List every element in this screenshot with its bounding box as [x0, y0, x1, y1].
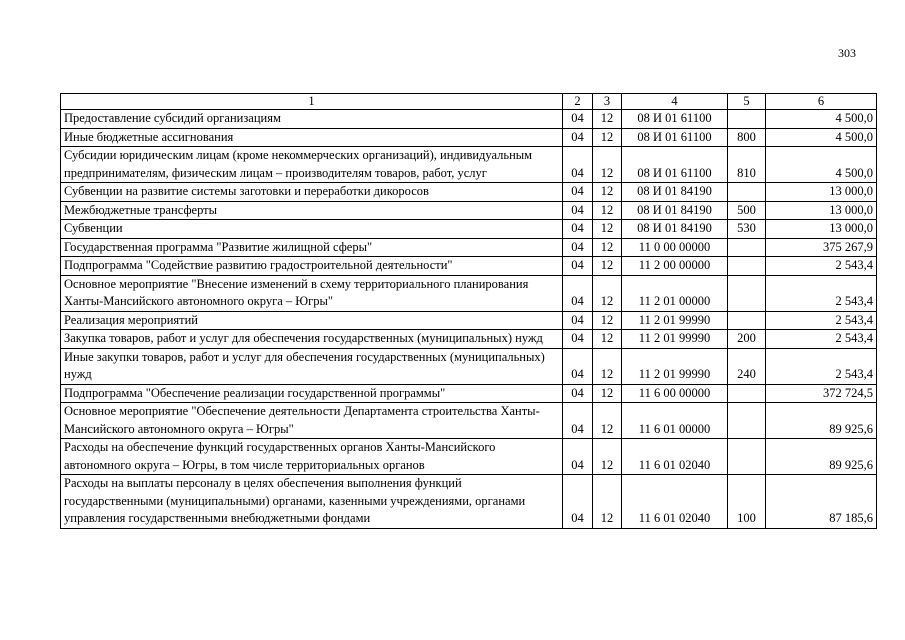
row-subsection: 12 — [593, 110, 622, 129]
row-section: 04 — [563, 475, 593, 529]
row-name: Предоставление субсидий организациям — [61, 110, 563, 129]
row-expense-type — [728, 384, 766, 403]
table-row — [61, 311, 877, 330]
row-amount: 372 724,5 — [766, 384, 877, 403]
row-expense-type — [728, 311, 766, 330]
row-amount: 2 543,4 — [766, 275, 877, 311]
header-cell-2: 2 — [563, 94, 593, 110]
row-amount: 89 925,6 — [766, 439, 877, 475]
row-name: Межбюджетные трансферты — [61, 201, 563, 220]
row-name: Государственная программа "Развитие жилищной сферы" — [61, 238, 563, 257]
row-target-code: 08 И 01 84190 — [622, 201, 728, 220]
row-section: 04 — [563, 311, 593, 330]
table-row — [61, 348, 877, 384]
table-row — [61, 183, 877, 202]
table-row — [61, 439, 877, 475]
row-name: Реализация мероприятий — [61, 311, 563, 330]
row-expense-type: 530 — [728, 220, 766, 239]
row-target-code: 11 2 00 00000 — [622, 257, 728, 276]
table-row — [61, 384, 877, 403]
row-target-code: 08 И 01 61100 — [622, 110, 728, 129]
header-cell-4: 4 — [622, 94, 728, 110]
row-amount: 89 925,6 — [766, 403, 877, 439]
row-subsection: 12 — [593, 257, 622, 276]
budget-table — [60, 93, 877, 529]
row-subsection: 12 — [593, 384, 622, 403]
row-subsection: 12 — [593, 128, 622, 147]
row-subsection: 12 — [593, 311, 622, 330]
row-name: Расходы на выплаты персоналу в целях обеспечения выполнения функций государственными (муниципальными) органами, казенными учреждениями, органами управления государственными внебюджетными фондами — [61, 475, 563, 529]
row-subsection: 12 — [593, 475, 622, 529]
row-name: Основное мероприятие "Обеспечение деятельности Департамента строительства Ханты-Мансийского автономного округа – Югры" — [61, 403, 563, 439]
row-target-code: 11 6 00 00000 — [622, 384, 728, 403]
row-amount: 13 000,0 — [766, 183, 877, 202]
row-target-code: 11 6 01 02040 — [622, 439, 728, 475]
table-header-row — [61, 94, 877, 110]
row-amount: 375 267,9 — [766, 238, 877, 257]
row-name: Субсидии юридическим лицам (кроме некоммерческих организаций), индивидуальным предпринимателям, физическим лицам – производителям товаров, работ, услуг — [61, 147, 563, 183]
row-section: 04 — [563, 110, 593, 129]
row-subsection: 12 — [593, 147, 622, 183]
row-amount: 2 543,4 — [766, 348, 877, 384]
row-section: 04 — [563, 183, 593, 202]
table-row — [61, 201, 877, 220]
row-name: Закупка товаров, работ и услуг для обеспечения государственных (муниципальных) нужд — [61, 330, 563, 349]
row-target-code: 08 И 01 61100 — [622, 147, 728, 183]
row-section: 04 — [563, 238, 593, 257]
row-subsection: 12 — [593, 238, 622, 257]
row-target-code: 11 2 01 99990 — [622, 348, 728, 384]
row-subsection: 12 — [593, 220, 622, 239]
row-amount: 2 543,4 — [766, 311, 877, 330]
row-subsection: 12 — [593, 201, 622, 220]
row-expense-type — [728, 257, 766, 276]
row-target-code: 11 6 01 00000 — [622, 403, 728, 439]
row-section: 04 — [563, 220, 593, 239]
row-amount: 13 000,0 — [766, 220, 877, 239]
row-target-code: 11 6 01 02040 — [622, 475, 728, 529]
row-name: Иные бюджетные ассигнования — [61, 128, 563, 147]
row-expense-type: 500 — [728, 201, 766, 220]
header-cell-3: 3 — [593, 94, 622, 110]
table-row — [61, 238, 877, 257]
row-name: Подпрограмма "Обеспечение реализации государственной программы" — [61, 384, 563, 403]
row-section: 04 — [563, 330, 593, 349]
row-expense-type: 200 — [728, 330, 766, 349]
row-subsection: 12 — [593, 403, 622, 439]
row-section: 04 — [563, 348, 593, 384]
row-section: 04 — [563, 439, 593, 475]
row-name: Иные закупки товаров, работ и услуг для обеспечения государственных (муниципальных) нужд — [61, 348, 563, 384]
row-section: 04 — [563, 147, 593, 183]
table-row — [61, 330, 877, 349]
row-section: 04 — [563, 403, 593, 439]
row-amount: 2 543,4 — [766, 330, 877, 349]
row-expense-type: 800 — [728, 128, 766, 147]
row-section: 04 — [563, 201, 593, 220]
row-target-code: 11 2 01 99990 — [622, 311, 728, 330]
row-subsection: 12 — [593, 348, 622, 384]
row-section: 04 — [563, 384, 593, 403]
table-row — [61, 110, 877, 129]
row-expense-type: 810 — [728, 147, 766, 183]
table-row — [61, 475, 877, 529]
row-amount: 87 185,6 — [766, 475, 877, 529]
row-section: 04 — [563, 128, 593, 147]
row-expense-type — [728, 275, 766, 311]
row-name: Основное мероприятие "Внесение изменений в схему территориального планирования Ханты-Мансийского автономного округа – Югры" — [61, 275, 563, 311]
page-number: 303 — [838, 46, 856, 60]
table-row — [61, 147, 877, 183]
row-name: Подпрограмма "Содействие развитию градостроительной деятельности" — [61, 257, 563, 276]
row-expense-type — [728, 403, 766, 439]
row-expense-type: 240 — [728, 348, 766, 384]
header-cell-6: 6 — [766, 94, 877, 110]
row-expense-type — [728, 439, 766, 475]
table-row — [61, 275, 877, 311]
row-target-code: 08 И 01 61100 — [622, 128, 728, 147]
row-expense-type — [728, 183, 766, 202]
row-amount: 4 500,0 — [766, 128, 877, 147]
row-amount: 2 543,4 — [766, 257, 877, 276]
table-row — [61, 257, 877, 276]
row-target-code: 11 2 01 99990 — [622, 330, 728, 349]
header-cell-1: 1 — [61, 94, 563, 110]
table-row — [61, 403, 877, 439]
row-name: Субвенции на развитие системы заготовки и переработки дикоросов — [61, 183, 563, 202]
row-name: Субвенции — [61, 220, 563, 239]
row-amount: 4 500,0 — [766, 110, 877, 129]
row-amount: 13 000,0 — [766, 201, 877, 220]
row-target-code: 08 И 01 84190 — [622, 183, 728, 202]
row-expense-type: 100 — [728, 475, 766, 529]
row-target-code: 11 2 01 00000 — [622, 275, 728, 311]
header-cell-5: 5 — [728, 94, 766, 110]
row-expense-type — [728, 238, 766, 257]
row-target-code: 11 0 00 00000 — [622, 238, 728, 257]
row-amount: 4 500,0 — [766, 147, 877, 183]
row-subsection: 12 — [593, 183, 622, 202]
row-expense-type — [728, 110, 766, 129]
row-section: 04 — [563, 275, 593, 311]
row-subsection: 12 — [593, 275, 622, 311]
table-row — [61, 220, 877, 239]
table-row — [61, 128, 877, 147]
row-target-code: 08 И 01 84190 — [622, 220, 728, 239]
row-section: 04 — [563, 257, 593, 276]
row-subsection: 12 — [593, 330, 622, 349]
row-name: Расходы на обеспечение функций государственных органов Ханты-Мансийского автономного округа – Югры, в том числе территориальных органов — [61, 439, 563, 475]
row-subsection: 12 — [593, 439, 622, 475]
